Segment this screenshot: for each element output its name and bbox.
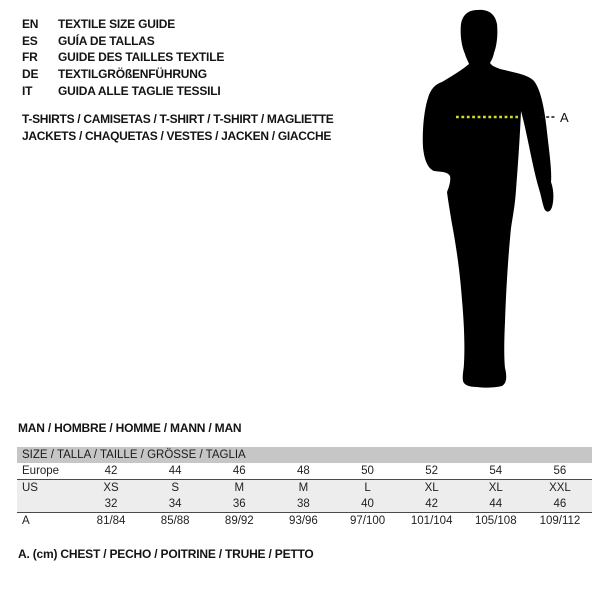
size-cell: S [171,482,180,494]
language-row [22,49,224,66]
size-cell: 89/92 [224,515,254,527]
size-cell: M [298,482,309,494]
size-cell: XS [103,482,119,494]
measurement-footnote: A. (cm) CHEST / PECHO / POITRINE / TRUHE / PETTO [18,547,314,561]
language-list [22,16,224,100]
measure-label: A [560,110,569,125]
size-table-header: SIZE / TALLA / TAILLE / GRÖSSE / TAGLIA [17,447,592,463]
language-title: TEXTILE SIZE GUIDE [58,17,176,31]
size-cell: 38 [297,498,310,510]
size-cell: 46 [553,498,567,510]
language-code: FR [22,50,38,65]
language-row [22,16,224,33]
size-cell: 44 [489,498,503,510]
size-cell: M [234,482,245,494]
row-label: Europe [22,465,60,477]
size-cell: 42 [425,498,439,510]
size-cell: L [364,482,371,494]
size-cell: 109/112 [539,515,581,527]
row-label: A [22,515,30,527]
table-row-us [17,480,592,496]
language-row [22,33,224,50]
category-list [22,111,334,145]
language-row [22,66,224,83]
size-table [17,447,592,529]
size-cell: 101/104 [410,515,453,527]
language-title: TEXTILGRÖßENFÜHRUNG [58,67,207,82]
language-code: ES [22,33,38,48]
table-row-chest [17,513,592,529]
size-cell: 85/88 [160,515,190,527]
size-cell: 34 [168,498,182,510]
category-jackets: JACKETS / CHAQUETAS / VESTES / JACKEN / GIACCHE [22,129,332,143]
language-code: DE [22,67,39,82]
size-cell: XL [424,482,439,494]
language-title: GUIDA ALLE TAGLIE TESSILI [58,83,221,98]
size-cell: 40 [361,498,374,510]
size-cell: XXL [549,482,571,494]
language-title: GUIDE DES TAILLES TEXTILE [58,50,225,65]
language-code: EN [22,17,39,31]
size-cell: XL [488,482,503,494]
size-cell: 50 [361,465,374,477]
size-cell: 97/100 [349,515,386,527]
size-cell: 52 [425,465,439,477]
size-cell: 46 [232,465,246,477]
language-code: IT [22,83,33,98]
size-cell: 48 [297,465,310,477]
language-row [22,83,224,100]
section-title: MAN / HOMBRE / HOMME / MANN / MAN [18,421,242,435]
man-silhouette [423,10,554,388]
language-title: GUÍA DE TALLAS [58,33,155,48]
size-cell: 32 [104,498,118,510]
size-cell: 54 [489,465,503,477]
table-band [17,479,592,513]
category-tshirts: T-SHIRTS / CAMISETAS / T-SHIRT / T-SHIRT / MAGLIETTE [22,112,334,126]
size-cell: 93/96 [289,515,318,527]
row-label: US [22,482,38,494]
table-row-europe [17,463,592,479]
size-cell: 42 [104,465,118,477]
size-cell: 81/84 [96,515,126,527]
size-cell: 44 [168,465,182,477]
size-cell: 36 [232,498,246,510]
size-cell: 56 [553,465,567,477]
table-row-us-numeric [17,496,592,512]
size-cell: 105/108 [475,515,517,527]
